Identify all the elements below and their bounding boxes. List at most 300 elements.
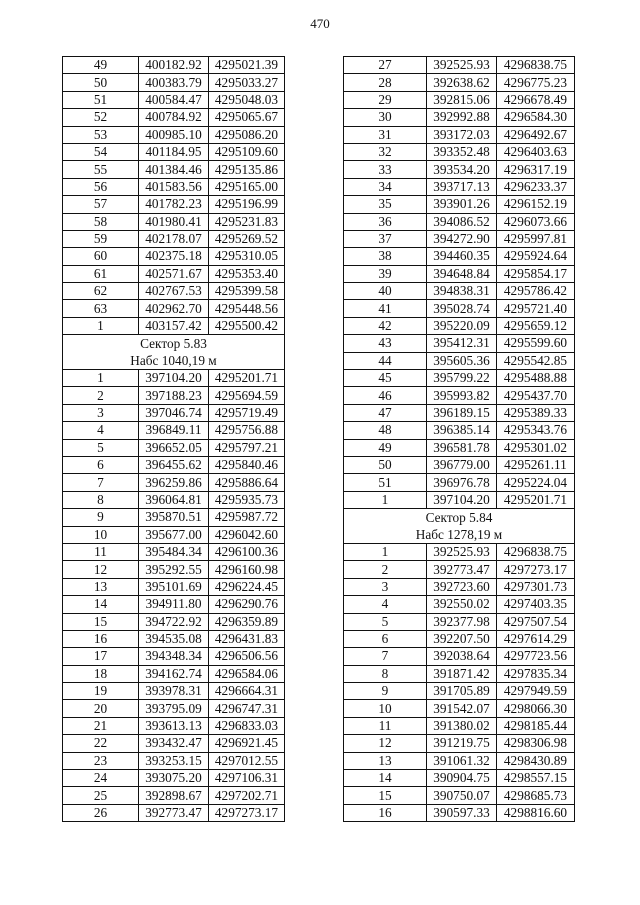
point-number-cell: 3 [344,578,427,595]
point-number-cell: 8 [63,491,139,508]
x-coordinate-cell: 393075.20 [139,770,209,787]
y-coordinate-cell: 4296747.31 [209,700,285,717]
point-number-cell: 41 [344,300,427,317]
y-coordinate-cell: 4295224.04 [497,474,575,491]
x-coordinate-cell: 392038.64 [427,648,497,665]
sector-title: Сектор 5.83 [63,335,285,353]
table-row [344,352,575,369]
y-coordinate-cell: 4295301.02 [497,439,575,456]
table-row [344,752,575,769]
x-coordinate-cell: 391061.32 [427,752,497,769]
table-row [63,126,285,143]
table-row [63,230,285,247]
x-coordinate-cell: 391542.07 [427,700,497,717]
x-coordinate-cell: 392638.62 [427,74,497,91]
table-row [344,248,575,265]
x-coordinate-cell: 400985.10 [139,126,209,143]
y-coordinate-cell: 4298557.15 [497,770,575,787]
point-number-cell: 26 [63,804,139,821]
page-number: 470 [310,16,330,31]
point-number-cell: 32 [344,143,427,160]
y-coordinate-cell: 4298816.60 [497,804,575,821]
y-coordinate-cell: 4296403.63 [497,143,575,160]
table-row [344,126,575,143]
point-number-cell: 30 [344,109,427,126]
table-row [344,648,575,665]
table-row [63,717,285,734]
x-coordinate-cell: 396064.81 [139,491,209,508]
x-coordinate-cell: 393432.47 [139,735,209,752]
y-coordinate-cell: 4296152.19 [497,196,575,213]
x-coordinate-cell: 397104.20 [139,370,209,387]
point-number-cell: 1 [344,491,427,508]
y-coordinate-cell: 4296042.60 [209,526,285,543]
x-coordinate-cell: 391871.42 [427,665,497,682]
y-coordinate-cell: 4295488.88 [497,370,575,387]
x-coordinate-cell: 390597.33 [427,804,497,821]
y-coordinate-cell: 4295033.27 [209,74,285,91]
point-number-cell: 34 [344,178,427,195]
point-number-cell: 61 [63,265,139,282]
table-row [63,91,285,108]
x-coordinate-cell: 396652.05 [139,439,209,456]
point-number-cell: 46 [344,387,427,404]
x-coordinate-cell: 396581.78 [427,439,497,456]
point-number-cell: 22 [63,735,139,752]
point-number-cell: 28 [344,74,427,91]
table-row [344,665,575,682]
x-coordinate-cell: 394911.80 [139,596,209,613]
x-coordinate-cell: 395220.09 [427,317,497,334]
table-row [63,57,285,74]
y-coordinate-cell: 4295500.42 [209,317,285,334]
x-coordinate-cell: 392377.98 [427,613,497,630]
x-coordinate-cell: 400182.92 [139,57,209,74]
point-number-cell: 18 [63,665,139,682]
table-row [63,265,285,282]
x-coordinate-cell: 391219.75 [427,735,497,752]
x-coordinate-cell: 394272.90 [427,230,497,247]
sector-area-row [63,353,285,370]
point-number-cell: 19 [63,683,139,700]
table-row [63,735,285,752]
point-number-cell: 43 [344,335,427,352]
point-number-cell: 24 [63,770,139,787]
point-number-cell: 14 [63,596,139,613]
point-number-cell: 6 [344,630,427,647]
x-coordinate-cell: 395292.55 [139,561,209,578]
table-row [344,109,575,126]
point-number-cell: 6 [63,456,139,473]
table-row [63,317,285,334]
sector-title-row [63,335,285,353]
y-coordinate-cell: 4295886.64 [209,474,285,491]
point-number-cell: 57 [63,196,139,213]
y-coordinate-cell: 4295399.58 [209,283,285,300]
table-row [344,491,575,508]
y-coordinate-cell: 4298306.98 [497,735,575,752]
table-row [63,74,285,91]
y-coordinate-cell: 4296492.67 [497,126,575,143]
x-coordinate-cell: 393978.31 [139,683,209,700]
x-coordinate-cell: 390750.07 [427,787,497,804]
x-coordinate-cell: 392525.93 [427,57,497,74]
x-coordinate-cell: 402767.53 [139,283,209,300]
point-number-cell: 21 [63,717,139,734]
x-coordinate-cell: 393172.03 [427,126,497,143]
y-coordinate-cell: 4296833.03 [209,717,285,734]
x-coordinate-cell: 402571.67 [139,265,209,282]
point-number-cell: 49 [63,57,139,74]
y-coordinate-cell: 4296073.66 [497,213,575,230]
x-coordinate-cell: 395101.69 [139,578,209,595]
point-number-cell: 14 [344,770,427,787]
point-number-cell: 17 [63,648,139,665]
point-number-cell: 12 [63,561,139,578]
point-number-cell: 38 [344,248,427,265]
sector-title: Сектор 5.84 [344,509,575,527]
table-row [63,804,285,821]
sector-area: Набс 1278,19 м [344,527,575,544]
y-coordinate-cell: 4296290.76 [209,596,285,613]
table-row [344,578,575,595]
point-number-cell: 51 [344,474,427,491]
x-coordinate-cell: 394535.08 [139,630,209,647]
point-number-cell: 10 [344,700,427,717]
y-coordinate-cell: 4297614.29 [497,630,575,647]
point-number-cell: 23 [63,752,139,769]
x-coordinate-cell: 393352.48 [427,143,497,160]
y-coordinate-cell: 4295854.17 [497,265,575,282]
x-coordinate-cell: 392992.88 [427,109,497,126]
y-coordinate-cell: 4297202.71 [209,787,285,804]
y-coordinate-cell: 4296160.98 [209,561,285,578]
x-coordinate-cell: 393534.20 [427,161,497,178]
point-number-cell: 60 [63,248,139,265]
y-coordinate-cell: 4295694.59 [209,387,285,404]
table-row [63,387,285,404]
point-number-cell: 45 [344,370,427,387]
table-row [344,804,575,821]
y-coordinate-cell: 4295135.86 [209,161,285,178]
x-coordinate-cell: 401980.41 [139,213,209,230]
x-coordinate-cell: 393613.13 [139,717,209,734]
x-coordinate-cell: 397046.74 [139,404,209,421]
table-row [344,335,575,352]
y-coordinate-cell: 4296359.89 [209,613,285,630]
y-coordinate-cell: 4297301.73 [497,578,575,595]
x-coordinate-cell: 394348.34 [139,648,209,665]
y-coordinate-cell: 4298685.73 [497,787,575,804]
y-coordinate-cell: 4297403.35 [497,596,575,613]
y-coordinate-cell: 4295542.85 [497,352,575,369]
table-row [344,317,575,334]
table-row [344,387,575,404]
x-coordinate-cell: 401583.56 [139,178,209,195]
point-number-cell: 58 [63,213,139,230]
x-coordinate-cell: 400383.79 [139,74,209,91]
x-coordinate-cell: 392773.47 [427,561,497,578]
y-coordinate-cell: 4296233.37 [497,178,575,195]
point-number-cell: 31 [344,126,427,143]
point-number-cell: 54 [63,143,139,160]
table-row [63,196,285,213]
x-coordinate-cell: 397104.20 [427,491,497,508]
sector-title-row [344,509,575,527]
x-coordinate-cell: 395484.34 [139,543,209,560]
table-row [63,474,285,491]
point-number-cell: 55 [63,161,139,178]
table-row [344,787,575,804]
table-row [344,474,575,491]
point-number-cell: 2 [63,387,139,404]
y-coordinate-cell: 4295786.42 [497,283,575,300]
table-row [63,109,285,126]
y-coordinate-cell: 4295048.03 [209,91,285,108]
y-coordinate-cell: 4295719.49 [209,404,285,421]
y-coordinate-cell: 4295201.71 [497,491,575,508]
table-row [63,370,285,387]
point-number-cell: 40 [344,283,427,300]
y-coordinate-cell: 4295261.11 [497,456,575,473]
x-coordinate-cell: 393795.09 [139,700,209,717]
x-coordinate-cell: 392723.60 [427,578,497,595]
point-number-cell: 15 [63,613,139,630]
table-row [63,300,285,317]
point-number-cell: 48 [344,422,427,439]
table-row [63,648,285,665]
point-number-cell: 37 [344,230,427,247]
point-number-cell: 16 [344,804,427,821]
table-row [344,91,575,108]
point-number-cell: 59 [63,230,139,247]
y-coordinate-cell: 4296678.49 [497,91,575,108]
x-coordinate-cell: 394460.35 [427,248,497,265]
y-coordinate-cell: 4297835.34 [497,665,575,682]
x-coordinate-cell: 395677.00 [139,526,209,543]
x-coordinate-cell: 403157.42 [139,317,209,334]
x-coordinate-cell: 392815.06 [427,91,497,108]
x-coordinate-cell: 394838.31 [427,283,497,300]
point-number-cell: 63 [63,300,139,317]
table-row [344,74,575,91]
x-coordinate-cell: 394722.92 [139,613,209,630]
y-coordinate-cell: 4296224.45 [209,578,285,595]
point-number-cell: 42 [344,317,427,334]
table-row [63,213,285,230]
point-number-cell: 12 [344,735,427,752]
x-coordinate-cell: 401384.46 [139,161,209,178]
point-number-cell: 4 [344,596,427,613]
table-row [63,578,285,595]
table-row [344,178,575,195]
point-number-cell: 11 [63,543,139,560]
y-coordinate-cell: 4295065.67 [209,109,285,126]
table-row [63,770,285,787]
table-row [344,683,575,700]
y-coordinate-cell: 4296775.23 [497,74,575,91]
y-coordinate-cell: 4295021.39 [209,57,285,74]
left-coordinates-table [62,56,285,822]
y-coordinate-cell: 4295389.33 [497,404,575,421]
point-number-cell: 29 [344,91,427,108]
table-row [344,143,575,160]
y-coordinate-cell: 4296838.75 [497,543,575,560]
point-number-cell: 62 [63,283,139,300]
y-coordinate-cell: 4295109.60 [209,143,285,160]
y-coordinate-cell: 4295165.00 [209,178,285,195]
table-row [63,683,285,700]
x-coordinate-cell: 391705.89 [427,683,497,700]
y-coordinate-cell: 4295997.81 [497,230,575,247]
point-number-cell: 56 [63,178,139,195]
point-number-cell: 4 [63,422,139,439]
point-number-cell: 51 [63,91,139,108]
x-coordinate-cell: 395028.74 [427,300,497,317]
table-row [344,283,575,300]
y-coordinate-cell: 4296506.56 [209,648,285,665]
table-row [344,300,575,317]
x-coordinate-cell: 390904.75 [427,770,497,787]
point-number-cell: 1 [344,543,427,560]
y-coordinate-cell: 4295269.52 [209,230,285,247]
table-row [344,561,575,578]
table-row [344,439,575,456]
x-coordinate-cell: 401184.95 [139,143,209,160]
table-row [344,630,575,647]
x-coordinate-cell: 396779.00 [427,456,497,473]
x-coordinate-cell: 392525.93 [427,543,497,560]
table-row [63,543,285,560]
y-coordinate-cell: 4295231.83 [209,213,285,230]
table-row [63,630,285,647]
y-coordinate-cell: 4296921.45 [209,735,285,752]
table-row [63,248,285,265]
y-coordinate-cell: 4297949.59 [497,683,575,700]
point-number-cell: 16 [63,630,139,647]
table-row [63,283,285,300]
table-row [344,265,575,282]
table-row [344,230,575,247]
table-row [344,770,575,787]
y-coordinate-cell: 4296317.19 [497,161,575,178]
x-coordinate-cell: 401782.23 [139,196,209,213]
point-number-cell: 39 [344,265,427,282]
point-number-cell: 47 [344,404,427,421]
table-row [63,752,285,769]
point-number-cell: 5 [344,613,427,630]
x-coordinate-cell: 395870.51 [139,509,209,526]
table-row [63,422,285,439]
x-coordinate-cell: 395412.31 [427,335,497,352]
table-row [344,196,575,213]
point-number-cell: 53 [63,126,139,143]
table-row [63,787,285,804]
y-coordinate-cell: 4296664.31 [209,683,285,700]
table-row [63,596,285,613]
x-coordinate-cell: 402375.18 [139,248,209,265]
y-coordinate-cell: 4298185.44 [497,717,575,734]
y-coordinate-cell: 4295201.71 [209,370,285,387]
x-coordinate-cell: 392898.67 [139,787,209,804]
x-coordinate-cell: 395799.22 [427,370,497,387]
point-number-cell: 50 [344,456,427,473]
y-coordinate-cell: 4295935.73 [209,491,285,508]
x-coordinate-cell: 402178.07 [139,230,209,247]
x-coordinate-cell: 395993.82 [427,387,497,404]
y-coordinate-cell: 4297273.17 [497,561,575,578]
x-coordinate-cell: 400784.92 [139,109,209,126]
table-row [344,735,575,752]
y-coordinate-cell: 4295353.40 [209,265,285,282]
table-row [344,161,575,178]
y-coordinate-cell: 4295437.70 [497,387,575,404]
point-number-cell: 9 [63,509,139,526]
x-coordinate-cell: 394086.52 [427,213,497,230]
table-row [63,665,285,682]
x-coordinate-cell: 396385.14 [427,422,497,439]
y-coordinate-cell: 4295924.64 [497,248,575,265]
sector-area: Набс 1040,19 м [63,353,285,370]
y-coordinate-cell: 4297723.56 [497,648,575,665]
x-coordinate-cell: 395605.36 [427,352,497,369]
x-coordinate-cell: 396976.78 [427,474,497,491]
point-number-cell: 11 [344,717,427,734]
y-coordinate-cell: 4296584.06 [209,665,285,682]
table-row [63,561,285,578]
x-coordinate-cell: 393901.26 [427,196,497,213]
y-coordinate-cell: 4296838.75 [497,57,575,74]
table-row [63,439,285,456]
y-coordinate-cell: 4297273.17 [209,804,285,821]
y-coordinate-cell: 4297012.55 [209,752,285,769]
point-number-cell: 13 [344,752,427,769]
y-coordinate-cell: 4295086.20 [209,126,285,143]
table-row [344,370,575,387]
point-number-cell: 35 [344,196,427,213]
point-number-cell: 20 [63,700,139,717]
point-number-cell: 50 [63,74,139,91]
table-row [63,404,285,421]
x-coordinate-cell: 392550.02 [427,596,497,613]
x-coordinate-cell: 393717.13 [427,178,497,195]
point-number-cell: 13 [63,578,139,595]
point-number-cell: 15 [344,787,427,804]
table-row [63,700,285,717]
sector-area-row [344,527,575,544]
table-row [344,700,575,717]
x-coordinate-cell: 397188.23 [139,387,209,404]
y-coordinate-cell: 4295840.46 [209,456,285,473]
table-row [344,213,575,230]
y-coordinate-cell: 4295310.05 [209,248,285,265]
x-coordinate-cell: 394648.84 [427,265,497,282]
table-row [63,178,285,195]
y-coordinate-cell: 4295721.40 [497,300,575,317]
y-coordinate-cell: 4295448.56 [209,300,285,317]
y-coordinate-cell: 4295343.76 [497,422,575,439]
table-row [63,491,285,508]
point-number-cell: 49 [344,439,427,456]
y-coordinate-cell: 4295756.88 [209,422,285,439]
point-number-cell: 5 [63,439,139,456]
y-coordinate-cell: 4297507.54 [497,613,575,630]
point-number-cell: 7 [344,648,427,665]
y-coordinate-cell: 4295599.60 [497,335,575,352]
table-row [344,543,575,560]
point-number-cell: 44 [344,352,427,369]
table-row [344,422,575,439]
